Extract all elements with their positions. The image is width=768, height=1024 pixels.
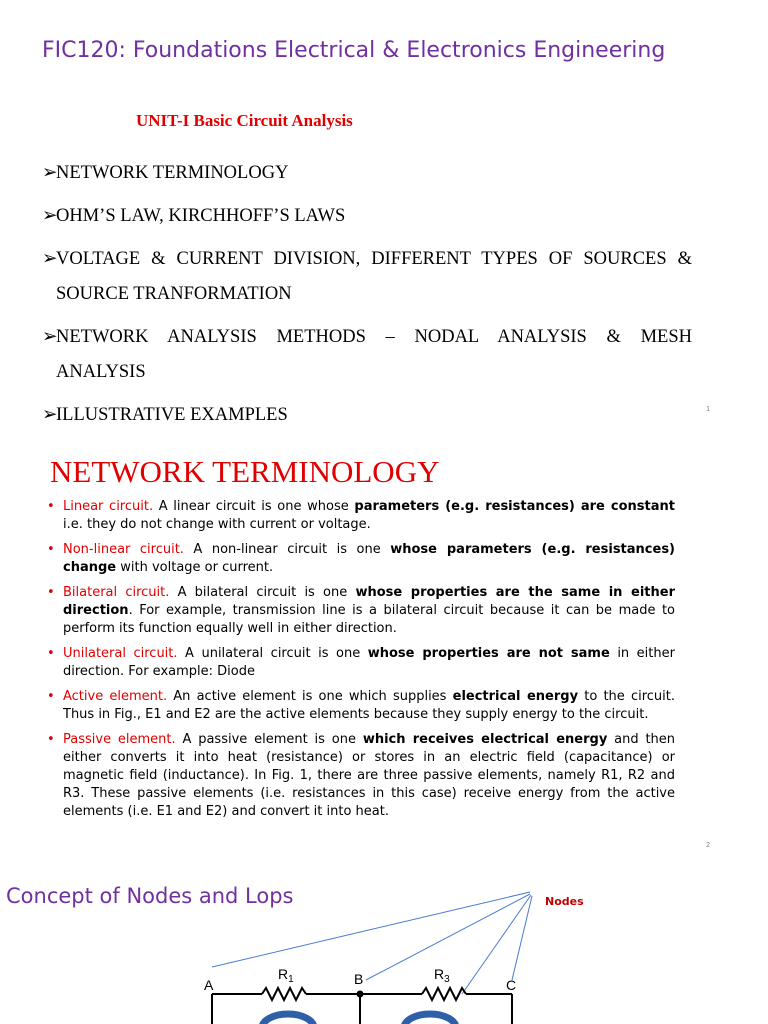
definition-emphasis: electrical energy [452, 689, 579, 704]
term: Bilateral circuit. [63, 585, 170, 600]
arrow-bullet-icon: ➢ [42, 206, 58, 226]
arrow-to-a [212, 892, 530, 967]
term: Passive element. [63, 732, 176, 747]
definition-emphasis: whose properties are the same in either direction [63, 585, 676, 618]
node-b-dot [357, 991, 364, 998]
topic-list [42, 156, 692, 441]
definition-text: A unilateral circuit is one [177, 646, 368, 661]
term: Unilateral circuit. [63, 646, 178, 661]
bullet-icon: • [47, 646, 55, 661]
arrow-bullet-icon: ➢ [42, 405, 58, 425]
nodes-label: Nodes [545, 895, 584, 908]
topic-text: ILLUSTRATIVE EXAMPLES [56, 405, 288, 425]
course-title: FIC120: Foundations Electrical & Electronics Engineering [42, 38, 666, 63]
definition-list [47, 498, 675, 828]
definition-item [47, 584, 675, 638]
slide-1 [0, 0, 768, 430]
topic-item [42, 156, 692, 191]
definition-text: and then either converts it into heat (resistance) or stores in an electric field (capacitance) or magnetic field (inductance). In Fig. 1, there are three passive elements, namely R1, R2 and R3. These passive elements (i.e. resistances in this case) receive energy from the active elements (i.e. E1 and E2) and convert it into heat. [63, 732, 676, 819]
bullet-icon: • [47, 585, 55, 600]
definition-text: An active element is one which supplies [167, 689, 453, 704]
term: Active element. [63, 689, 168, 704]
definition-text: i.e. they do not change with current or voltage. [63, 517, 371, 532]
section-title: NETWORK TERMINOLOGY [50, 454, 440, 489]
definition-text: with voltage or current. [116, 560, 274, 575]
term: Non-linear circuit. [63, 542, 184, 557]
topic-text: NETWORK ANALYSIS METHODS – NODAL ANALYSIS & MESH [56, 327, 692, 347]
definition-text: . For example, transmission line is a bilateral circuit because it can be made to perform its function equally well in either direction. [63, 603, 675, 636]
arrow-bullet-icon: ➢ [42, 163, 58, 183]
definition-item [47, 645, 675, 681]
arrow-bullet-icon: ➢ [42, 249, 58, 269]
definition-text: A bilateral circuit is one [169, 585, 356, 600]
definition-text: in either direction. For example: Diode [63, 646, 675, 679]
topic-text-continued: SOURCE TRANFORMATION [56, 284, 292, 304]
definition-item [47, 731, 675, 821]
resistor-label-r3: $R_3$ [434, 966, 450, 985]
resistor-r3 [422, 988, 466, 1000]
definition-emphasis: which receives electrical energy [362, 732, 608, 747]
definition-item [47, 688, 675, 724]
resistor-r1 [262, 988, 306, 1000]
definition-text: to the circuit. Thus in Fig., E1 and E2 are the active elements because they supply energy to the circuit. [63, 689, 675, 722]
topic-item [42, 199, 692, 234]
page-number: 2 [706, 842, 710, 849]
slide-2 [0, 440, 768, 860]
topic-text: OHM’S LAW, KIRCHHOFF’S LAWS [56, 206, 346, 226]
definition-emphasis: parameters (e.g. resistances) are constant [354, 499, 675, 514]
arrow-bullet-icon: ➢ [42, 327, 58, 347]
source-e1-icon [262, 1014, 314, 1024]
topic-item [42, 242, 692, 312]
topic-text-continued: ANALYSIS [56, 362, 146, 382]
definition-text: A passive element is one [175, 732, 363, 747]
slide-3 [0, 870, 768, 1024]
bullet-icon: • [47, 542, 55, 557]
unit-title: UNIT-I Basic Circuit Analysis [136, 111, 353, 130]
definition-emphasis: whose parameters (e.g. resistances) change [63, 542, 675, 575]
definition-emphasis: whose properties are not same [367, 646, 610, 661]
circuit-diagram [0, 870, 768, 1024]
node-arrows [212, 892, 532, 994]
bullet-icon: • [47, 689, 55, 704]
topic-text: VOLTAGE & CURRENT DIVISION, DIFFERENT TYPES OF SOURCES & [56, 249, 692, 269]
topic-item [42, 320, 692, 390]
node-label-b: B [354, 971, 364, 987]
node-label-a: A [204, 977, 214, 993]
definition-item [47, 498, 675, 534]
definition-text: A non-linear circuit is one [183, 542, 391, 557]
bullet-icon: • [47, 732, 55, 747]
node-label-c: C [506, 977, 517, 993]
bullet-icon: • [47, 499, 55, 514]
definition-item [47, 541, 675, 577]
topic-text: NETWORK TERMINOLOGY [56, 163, 289, 183]
page-number: 1 [706, 406, 710, 413]
slide-title: Concept of Nodes and Lops [6, 884, 294, 908]
resistor-label-r1: $R_1$ [278, 966, 294, 985]
term: Linear circuit. [63, 499, 154, 514]
source-e2-icon [404, 1014, 456, 1024]
definition-text: A linear circuit is one whose [153, 499, 355, 514]
topic-item [42, 398, 692, 433]
arrow-to-b [366, 894, 530, 980]
